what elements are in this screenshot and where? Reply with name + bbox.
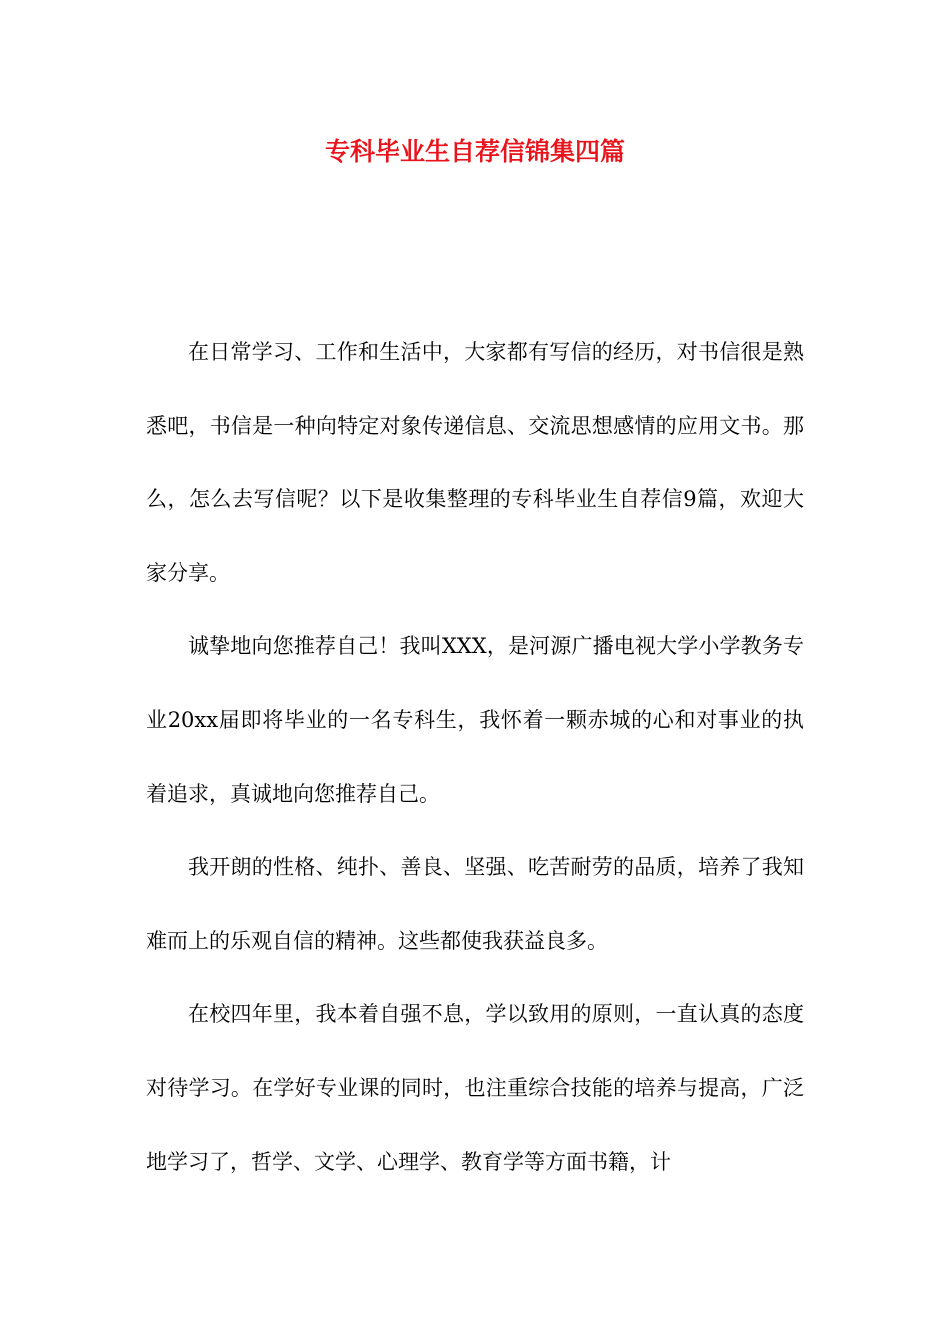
- paragraph-personality: 我开朗的性格、纯扑、善良、坚强、吃苦耐劳的品质，培养了我知难而上的乐观自信的精神。这些都使我获益良多。: [146, 855, 804, 953]
- document-title: 专科毕业生自荐信锦集四篇: [324, 137, 625, 166]
- document-body: [146, 316, 804, 1199]
- paragraph-intro: 在日常学习、工作和生活中，大家都有写信的经历，对书信很是熟悉吧，书信是一种向特定对象传递信息、交流思想感情的应用文书。那么，怎么去写信呢？以下是收集整理的专科毕业生自荐信9篇，欢迎大家分享。: [146, 340, 804, 585]
- paragraph-study: 在校四年里，我本着自强不息，学以致用的原则，一直认真的态度对待学习。在学好专业课的同时，也注重综合技能的培养与提高，广泛地学习了，哲学、文学、心理学、教育学等方面书籍，计: [146, 1002, 804, 1174]
- paragraph-self-introduction: 诚挚地向您推荐自己！我叫XXX，是河源广播电视大学小学教务专业20xx届即将毕业的一名专科生，我怀着一颗赤城的心和对事业的执着追求，真诚地向您推荐自己。: [146, 634, 804, 806]
